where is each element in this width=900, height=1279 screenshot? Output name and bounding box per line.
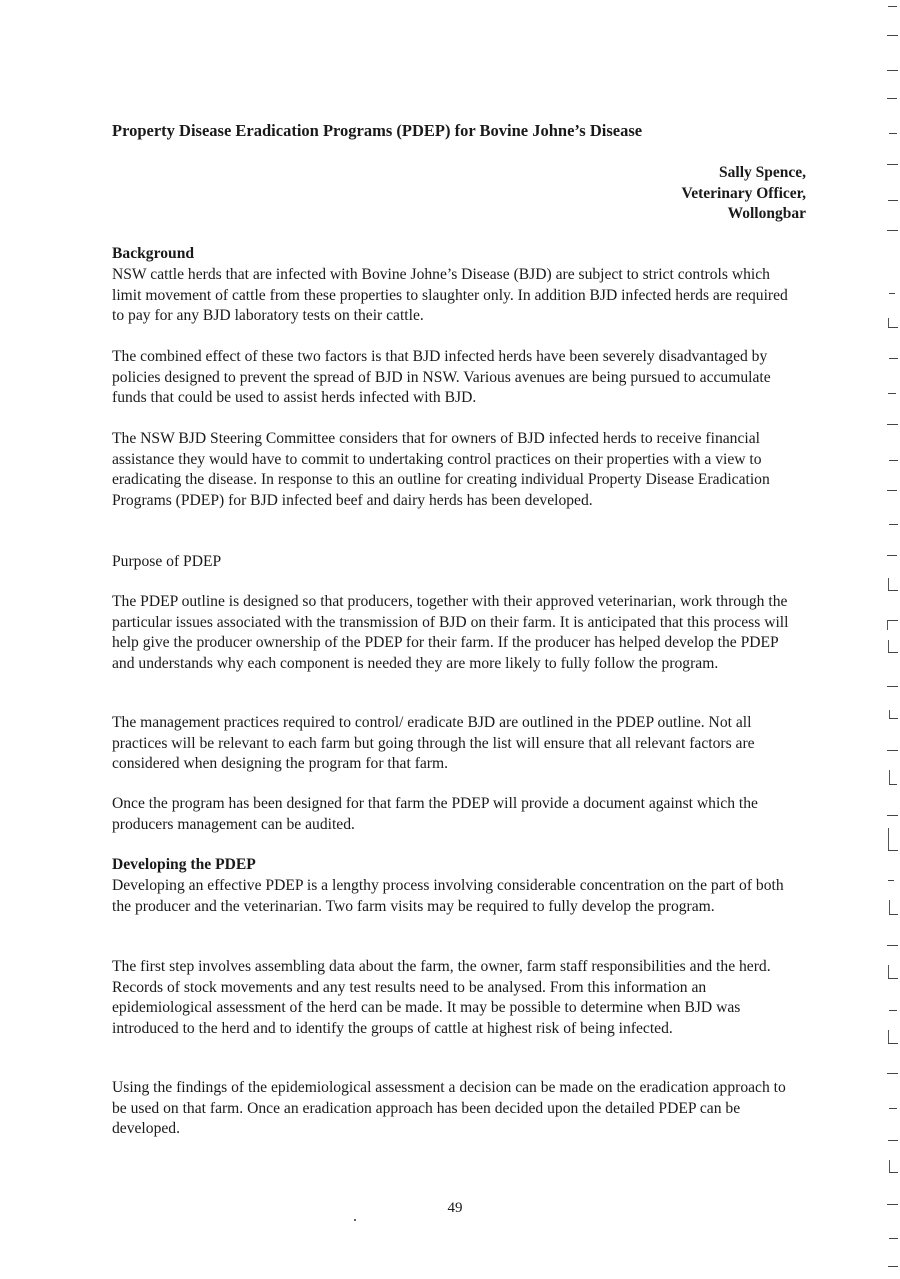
section-heading-background: Background [112, 245, 195, 262]
document-title: Property Disease Eradication Programs (PDEP) for Bovine Johne’s Disease [112, 121, 643, 140]
paragraph: The combined effect of these two factors is that BJD infected herds have been severely disadvantaged by policies designed to prevent the spread of BJD in NSW. Various avenues are being pursued to accumulate funds that could be used to assist herds infected with BJD. [112, 348, 771, 407]
paragraph: The PDEP outline is designed so that producers, together with their approved veterinarian, work through the particular issues associated with the transmission of BJD on their farm. It is anticipated that this process will help give the producer ownership of the PDEP for their farm. If the producer has helped develop the PDEP and understands why each component is needed they are more likely to fully follow the program. [112, 593, 789, 672]
section-heading-purpose: Purpose of PDEP [112, 553, 222, 570]
section-heading-developing: Developing the PDEP [112, 856, 256, 873]
paragraph: Developing an effective PDEP is a lengthy process involving considerable concentration on the part of both the producer and the veterinarian. Two farm visits may be required to fully develop the program. [112, 877, 784, 915]
paragraph: Once the program has been designed for that farm the PDEP will provide a document against which the producers management can be audited. [112, 795, 758, 833]
author-name: Sally Spence, [719, 164, 806, 181]
paragraph: NSW cattle herds that are infected with Bovine Johne’s Disease (BJD) are subject to strict controls which limit movement of cattle from these properties to slaughter only. In addition BJD infected herds are required to pay for any BJD laboratory tests on their cattle. [112, 266, 788, 325]
paragraph: Using the findings of the epidemiological assessment a decision can be made on the eradication approach to be used on that farm. Once an eradication approach has been decided upon the detailed PDEP can be developed. [112, 1079, 786, 1138]
paragraph: The NSW BJD Steering Committee considers that for owners of BJD infected herds to receive financial assistance they would have to commit to undertaking control practices on their properties with a view to eradicating the disease. In response to this an outline for creating individual Property Disease Eradication Programs (PDEP) for BJD infected beef and dairy herds has been developed. [112, 430, 770, 509]
scan-speck [354, 1219, 356, 1221]
paragraph: The first step involves assembling data about the farm, the owner, farm staff responsibilities and the herd. Records of stock movements and any test results need to be analysed. From this information an epidemiological assessment of the herd can be made. It may be possible to determine when BJD was introduced to the herd and to identify the groups of cattle at highest risk of being infected. [112, 958, 771, 1037]
page-number: 49 [447, 1200, 463, 1216]
author-block [406, 163, 806, 225]
author-location: Wollongbar [727, 205, 806, 222]
author-role: Veterinary Officer, [681, 184, 806, 202]
scan-edge-marks [884, 0, 900, 1279]
paragraph: The management practices required to control/ eradicate BJD are outlined in the PDEP outline. Not all practices will be relevant to each farm but going through the list will ensure that all relevant factors are considered when designing the program for that farm. [112, 714, 755, 773]
